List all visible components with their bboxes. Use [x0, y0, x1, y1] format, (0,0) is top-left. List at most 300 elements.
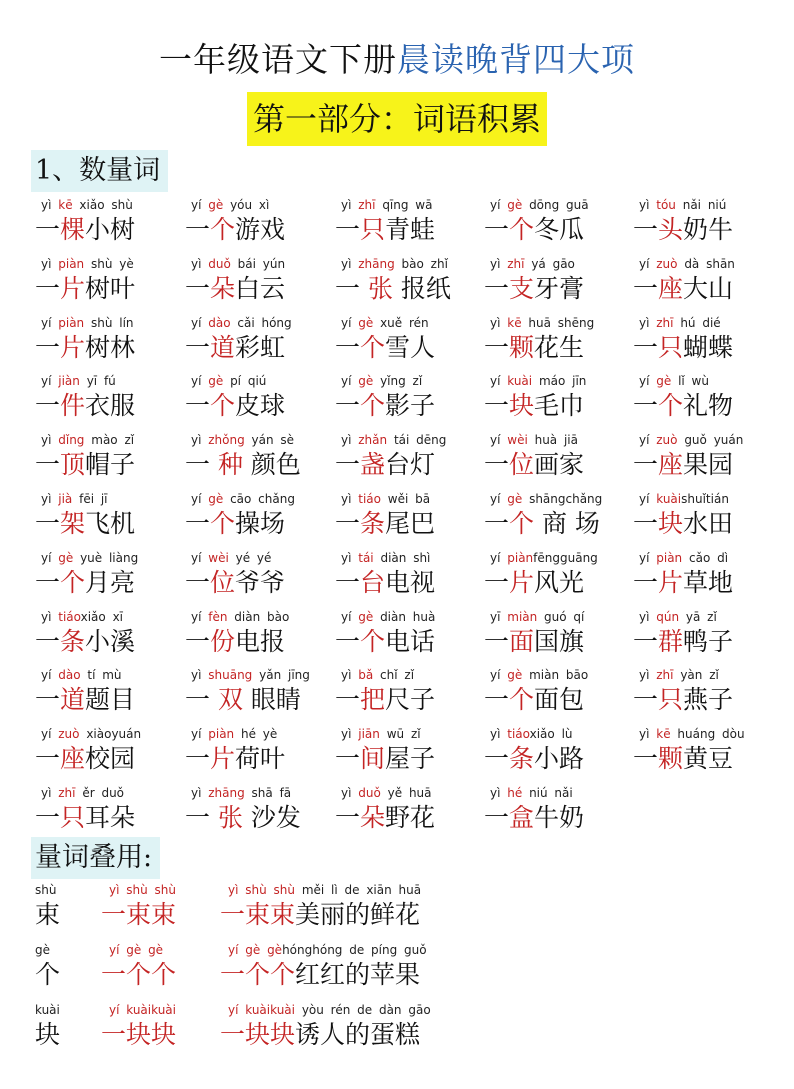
reduplication-item — [101, 941, 176, 991]
hanzi — [335, 390, 435, 422]
hanzi — [484, 567, 598, 599]
measure-word: 双 — [217, 685, 243, 715]
measure-word: 间 — [360, 744, 386, 774]
word-part: 一 — [484, 626, 510, 656]
vocab-item — [35, 725, 141, 775]
word-part: yí — [639, 550, 657, 565]
word-part: yī — [490, 609, 508, 624]
pinyin — [35, 608, 135, 626]
vocab-item — [185, 725, 285, 775]
word-part: yì — [191, 433, 209, 448]
measure-word: 道 — [60, 685, 86, 715]
word-part: 奶牛 — [683, 215, 734, 244]
word-part: shù yè — [84, 256, 134, 271]
word-part: 树林 — [85, 332, 136, 362]
word-part: pí qiú — [223, 374, 267, 389]
measure-word: 位 — [509, 450, 535, 480]
measure-word: 座 — [60, 744, 86, 774]
hanzi — [185, 390, 285, 422]
word-part: yí — [41, 315, 59, 330]
word-part: yí — [191, 609, 209, 624]
hanzi — [484, 273, 584, 305]
measure-word: 棵 — [60, 215, 86, 244]
pinyin — [335, 490, 435, 508]
vocab-item — [35, 490, 135, 540]
measure-word: piàn — [656, 550, 683, 565]
measure-word: yí kuàikuài — [228, 1003, 295, 1017]
reduplication-item — [220, 1001, 431, 1051]
word-part: 颜色 — [242, 450, 301, 480]
measure-word: zhǒng — [208, 433, 245, 448]
word-part: měi lì de xiān huā — [295, 883, 422, 897]
word-part: yí — [490, 433, 508, 448]
hanzi — [35, 567, 138, 599]
hanzi — [35, 273, 135, 305]
pinyin — [35, 666, 135, 684]
word-part: 荷叶 — [235, 744, 286, 774]
word-part: yì — [341, 256, 359, 271]
pinyin — [101, 1001, 176, 1019]
word-part: 白云 — [235, 273, 286, 303]
hanzi — [484, 449, 584, 481]
word-part: 一 — [633, 273, 659, 303]
vocab-row — [0, 196, 794, 255]
vocab-item — [35, 314, 135, 364]
word-part: 一 — [185, 567, 211, 597]
measure-word: gè — [358, 374, 374, 389]
measure-word: zuò — [656, 256, 678, 271]
vocab-item — [484, 666, 588, 716]
pinyin — [101, 941, 176, 959]
vocab-item — [35, 372, 135, 422]
word-part: 水田 — [683, 508, 734, 538]
pinyin — [335, 372, 435, 390]
section-heading-reduplication: 量词叠用: — [31, 837, 160, 879]
word-part: 美丽的鲜花 — [295, 900, 421, 929]
measure-word: zhī — [58, 785, 76, 800]
word-part: 屋子 — [385, 744, 436, 774]
vocab-item — [335, 372, 435, 422]
word-part: 一 — [335, 802, 361, 832]
vocab-item — [35, 431, 135, 481]
measure-word: kē — [656, 727, 671, 742]
word-part: 一 — [633, 391, 659, 421]
word-part: yì — [191, 785, 209, 800]
hanzi — [185, 332, 292, 364]
measure-word: wèi — [507, 433, 528, 448]
hanzi — [220, 1019, 431, 1051]
measure-word: gè — [358, 609, 374, 624]
measure-word: 一束束 — [101, 900, 177, 929]
word-part: 彩虹 — [235, 332, 286, 362]
measure-word: 条 — [360, 508, 386, 538]
hanzi — [101, 1019, 176, 1051]
word-part: yí — [639, 491, 657, 506]
word-part: 一 — [484, 273, 510, 303]
vocab-item — [633, 549, 733, 599]
vocab-item — [335, 196, 435, 246]
measure-word: yì shù shù — [228, 883, 295, 897]
word-part: 尺子 — [385, 685, 436, 715]
vocab-item — [335, 314, 435, 364]
word-part: 帽子 — [85, 450, 136, 480]
word-part: 一 — [484, 508, 510, 538]
word-part: tái dēng — [387, 433, 447, 448]
pinyin — [335, 431, 446, 449]
vocab-item — [185, 372, 285, 422]
measure-word: 位 — [210, 567, 236, 597]
word-part: 红红的苹果 — [295, 960, 421, 989]
vocab-item — [335, 255, 451, 305]
pinyin — [35, 255, 135, 273]
word-part: yí — [341, 609, 359, 624]
word-part: cāo chǎng — [223, 491, 295, 506]
word-part: yòu rén de dàn gāo — [295, 1003, 431, 1017]
vocab-item — [35, 549, 138, 599]
measure-word: qún — [656, 609, 680, 624]
pinyin — [484, 196, 589, 214]
vocab-row — [0, 490, 794, 549]
measure-word: 块 — [509, 391, 535, 421]
hanzi — [335, 684, 435, 716]
vocab-row — [0, 784, 794, 843]
word-part: yā zǐ — [679, 609, 717, 624]
part-heading: 第一部分：词语积累 — [247, 92, 547, 146]
pinyin — [185, 549, 285, 567]
word-part: yí — [341, 315, 359, 330]
vocab-item — [484, 784, 584, 834]
vocab-item — [484, 255, 584, 305]
page-title — [0, 38, 794, 82]
word-part: shù — [35, 883, 57, 897]
hanzi — [220, 899, 421, 931]
measure-word: 支 — [509, 273, 535, 303]
hanzi — [185, 684, 310, 716]
measure-word: kuài — [656, 491, 682, 506]
pinyin — [633, 372, 733, 390]
pinyin — [335, 196, 435, 214]
word-part: yì — [490, 785, 508, 800]
vocab-item — [633, 372, 733, 422]
word-part: 雪人 — [385, 332, 436, 362]
vocab-item — [335, 549, 435, 599]
measure-word: 盒 — [509, 802, 535, 832]
pinyin — [35, 941, 60, 959]
word-part: 燕子 — [683, 685, 734, 715]
measure-word: 张 — [217, 802, 243, 832]
word-part: 电视 — [385, 567, 436, 597]
word-part: 诱人的蛋糕 — [295, 1020, 421, 1049]
measure-word: kuài — [507, 374, 533, 389]
word-part: 眼睛 — [242, 685, 301, 715]
hanzi — [35, 1019, 60, 1051]
word-part: wěi bā — [380, 491, 431, 506]
measure-word: 只 — [60, 802, 86, 832]
pinyin — [335, 666, 435, 684]
hanzi — [484, 743, 584, 775]
word-part: 蝴蝶 — [683, 332, 734, 362]
vocab-row — [0, 608, 794, 667]
vocab-item — [185, 431, 301, 481]
word-part: yì — [341, 668, 359, 683]
word-part: 一 — [484, 450, 510, 480]
word-part: yì — [639, 198, 657, 212]
word-part: 沙发 — [242, 802, 301, 832]
hanzi — [335, 626, 435, 658]
hanzi — [335, 449, 446, 481]
word-part: yí — [490, 550, 508, 565]
word-part: yì — [341, 727, 359, 742]
measure-word: jiān — [358, 727, 380, 742]
pinyin — [633, 725, 745, 743]
word-part: yí — [490, 668, 508, 683]
word-part: huà jiā — [527, 433, 578, 448]
vocab-item — [185, 196, 285, 246]
vocab-item — [335, 666, 435, 716]
pinyin — [220, 941, 427, 959]
hanzi — [633, 626, 733, 658]
measure-word: tóu — [656, 198, 676, 212]
hanzi — [335, 332, 435, 364]
word-part: shā fā — [244, 785, 292, 800]
word-part: 一 — [185, 391, 211, 421]
word-part: 一 — [335, 626, 361, 656]
word-part: 一 — [185, 802, 218, 832]
word-part: yí — [191, 491, 209, 506]
pinyin — [633, 255, 735, 273]
word-part: 画家 — [534, 450, 585, 480]
pinyin — [35, 372, 135, 390]
word-part: 面包 — [534, 685, 585, 715]
word-part: yì — [639, 609, 657, 624]
word-part: 一 — [484, 567, 510, 597]
word-part: hónghóng de píng guǒ — [282, 943, 427, 957]
word-part: yàn zǐ — [673, 668, 719, 683]
measure-word: duǒ — [358, 785, 381, 800]
measure-word: dào — [208, 315, 231, 330]
hanzi — [633, 273, 735, 305]
title-main: 一年级语文下册 — [159, 40, 397, 79]
measure-word: 条 — [509, 744, 535, 774]
pinyin — [185, 725, 285, 743]
vocab-row — [0, 314, 794, 373]
word-part: yì — [639, 727, 657, 742]
measure-word: zuò — [58, 727, 80, 742]
vocab-item — [185, 608, 289, 658]
vocab-item — [633, 314, 733, 364]
hanzi — [484, 390, 586, 422]
vocab-item — [35, 608, 135, 658]
vocab-item — [185, 549, 285, 599]
measure-word: 片 — [210, 744, 236, 774]
word-part: 一 — [185, 744, 211, 774]
pinyin — [335, 549, 435, 567]
vocab-item — [484, 372, 586, 422]
pinyin — [484, 314, 594, 332]
word-part: 尾巴 — [385, 508, 436, 538]
word-part: yì — [191, 668, 209, 683]
pinyin — [484, 549, 598, 567]
hanzi — [185, 214, 285, 246]
hanzi — [35, 959, 60, 991]
word-part: 一 — [35, 391, 61, 421]
pinyin — [185, 314, 292, 332]
word-part: yě huā — [380, 785, 432, 800]
pinyin — [220, 1001, 431, 1019]
word-part: huā shēng — [521, 315, 595, 330]
measure-word-grid — [0, 196, 794, 843]
measure-word: gè — [58, 550, 74, 565]
pinyin — [633, 490, 733, 508]
pinyin — [185, 490, 295, 508]
word-part: miàn bāo — [522, 668, 589, 683]
word-part: nǎi niú — [675, 198, 727, 212]
word-part: 皮球 — [235, 391, 286, 421]
measure-word: zhī — [358, 198, 376, 212]
pinyin — [633, 196, 733, 214]
measure-word: zuò — [656, 433, 678, 448]
word-part: 一 — [484, 744, 510, 774]
measure-word: gè — [208, 198, 224, 212]
pinyin — [484, 725, 584, 743]
measure-word: 个 — [360, 332, 386, 362]
hanzi — [185, 626, 289, 658]
word-part: 牙膏 — [534, 273, 585, 303]
vocab-item — [335, 784, 435, 834]
measure-word: 盏 — [360, 450, 386, 480]
word-part: hé yè — [234, 727, 278, 742]
vocab-item — [35, 196, 135, 246]
hanzi — [484, 684, 588, 716]
word-part: 一 — [633, 685, 659, 715]
word-part: 大山 — [683, 273, 734, 303]
hanzi — [335, 508, 435, 540]
measure-word: 个 — [210, 391, 236, 421]
word-part: yì — [341, 785, 359, 800]
vocab-item — [185, 784, 301, 834]
measure-word: 个 — [360, 391, 386, 421]
vocab-item — [633, 666, 733, 716]
measure-word: wèi — [208, 550, 229, 565]
word-part: hú dié — [673, 315, 721, 330]
measure-word: 一块块 — [220, 1020, 296, 1049]
word-part: mào zǐ — [84, 433, 135, 448]
pinyin — [35, 549, 138, 567]
measure-word: zhī — [507, 256, 525, 271]
word-part: 一 — [484, 391, 510, 421]
hanzi — [35, 684, 135, 716]
hanzi — [35, 214, 135, 246]
word-part: niú nǎi — [522, 785, 573, 800]
measure-word: 一个个 — [101, 960, 177, 989]
word-part: yì — [41, 491, 59, 506]
word-part: yì — [490, 315, 508, 330]
pinyin — [335, 725, 435, 743]
word-part: xiǎo shù — [72, 198, 133, 212]
measure-word: kē — [507, 315, 522, 330]
measure-word: gè — [507, 198, 523, 212]
hanzi — [185, 567, 285, 599]
word-part: 小路 — [534, 744, 585, 774]
pinyin — [185, 372, 285, 390]
pinyin — [185, 255, 285, 273]
word-part: shuǐtián — [681, 491, 729, 506]
word-part: yí — [41, 550, 59, 565]
word-part: 一 — [35, 567, 61, 597]
hanzi — [335, 214, 435, 246]
word-part: 一 — [35, 273, 61, 303]
word-part: yí — [191, 315, 209, 330]
word-part: yì — [639, 315, 657, 330]
pinyin — [35, 196, 135, 214]
word-part: 月亮 — [85, 567, 136, 597]
measure-word: 个 — [60, 567, 86, 597]
word-part: yǐng zǐ — [373, 374, 423, 389]
word-part: xiàoyuán — [79, 727, 142, 742]
word-part: 一 — [35, 626, 61, 656]
measure-word: 个 — [509, 685, 535, 715]
measure-word: tiáo — [58, 609, 81, 624]
reduplication-item — [35, 941, 60, 991]
pinyin — [35, 881, 60, 899]
hanzi — [35, 743, 141, 775]
word-part: ěr duǒ — [75, 785, 125, 800]
measure-word: gè — [507, 668, 523, 683]
measure-word: 群 — [658, 626, 684, 656]
word-part: 一 — [633, 332, 659, 362]
measure-word: fèn — [208, 609, 228, 624]
hanzi — [35, 508, 135, 540]
title-highlight: 晨读晚背四大项 — [397, 40, 635, 79]
vocab-item — [484, 725, 584, 775]
pinyin — [35, 490, 135, 508]
vocab-item — [633, 725, 745, 775]
hanzi — [185, 449, 301, 481]
word-part: 一 — [185, 508, 211, 538]
word-part: yì — [341, 550, 359, 565]
measure-word: piàn — [58, 315, 85, 330]
vocab-item — [484, 314, 594, 364]
word-part: yí — [41, 668, 59, 683]
word-part: guǒ yuán — [677, 433, 744, 448]
word-part: 一 — [335, 332, 361, 362]
word-part: 块 — [35, 1020, 61, 1049]
word-part: 商 场 — [534, 508, 600, 538]
word-part: 一 — [335, 273, 368, 303]
word-part: yì — [41, 609, 59, 624]
hanzi — [35, 626, 135, 658]
hanzi — [633, 214, 733, 246]
measure-word: zhāng — [358, 256, 395, 271]
word-part: fēi jī — [72, 491, 108, 506]
word-part: 一 — [484, 215, 510, 244]
word-part: guó qí — [537, 609, 585, 624]
pinyin — [185, 196, 285, 214]
vocab-item — [484, 549, 598, 599]
word-part: 小树 — [85, 215, 136, 244]
word-part: xiǎo xī — [80, 609, 124, 624]
word-part: shāngchǎng — [522, 491, 603, 506]
measure-word: 片 — [509, 567, 535, 597]
pinyin — [484, 431, 584, 449]
vocab-item — [484, 608, 584, 658]
word-part: yì — [41, 198, 59, 212]
reduplication-item — [220, 941, 427, 991]
measure-word: 头 — [658, 215, 684, 244]
measure-word: miàn — [507, 609, 538, 624]
pinyin — [484, 490, 602, 508]
word-part: yì — [341, 198, 359, 212]
